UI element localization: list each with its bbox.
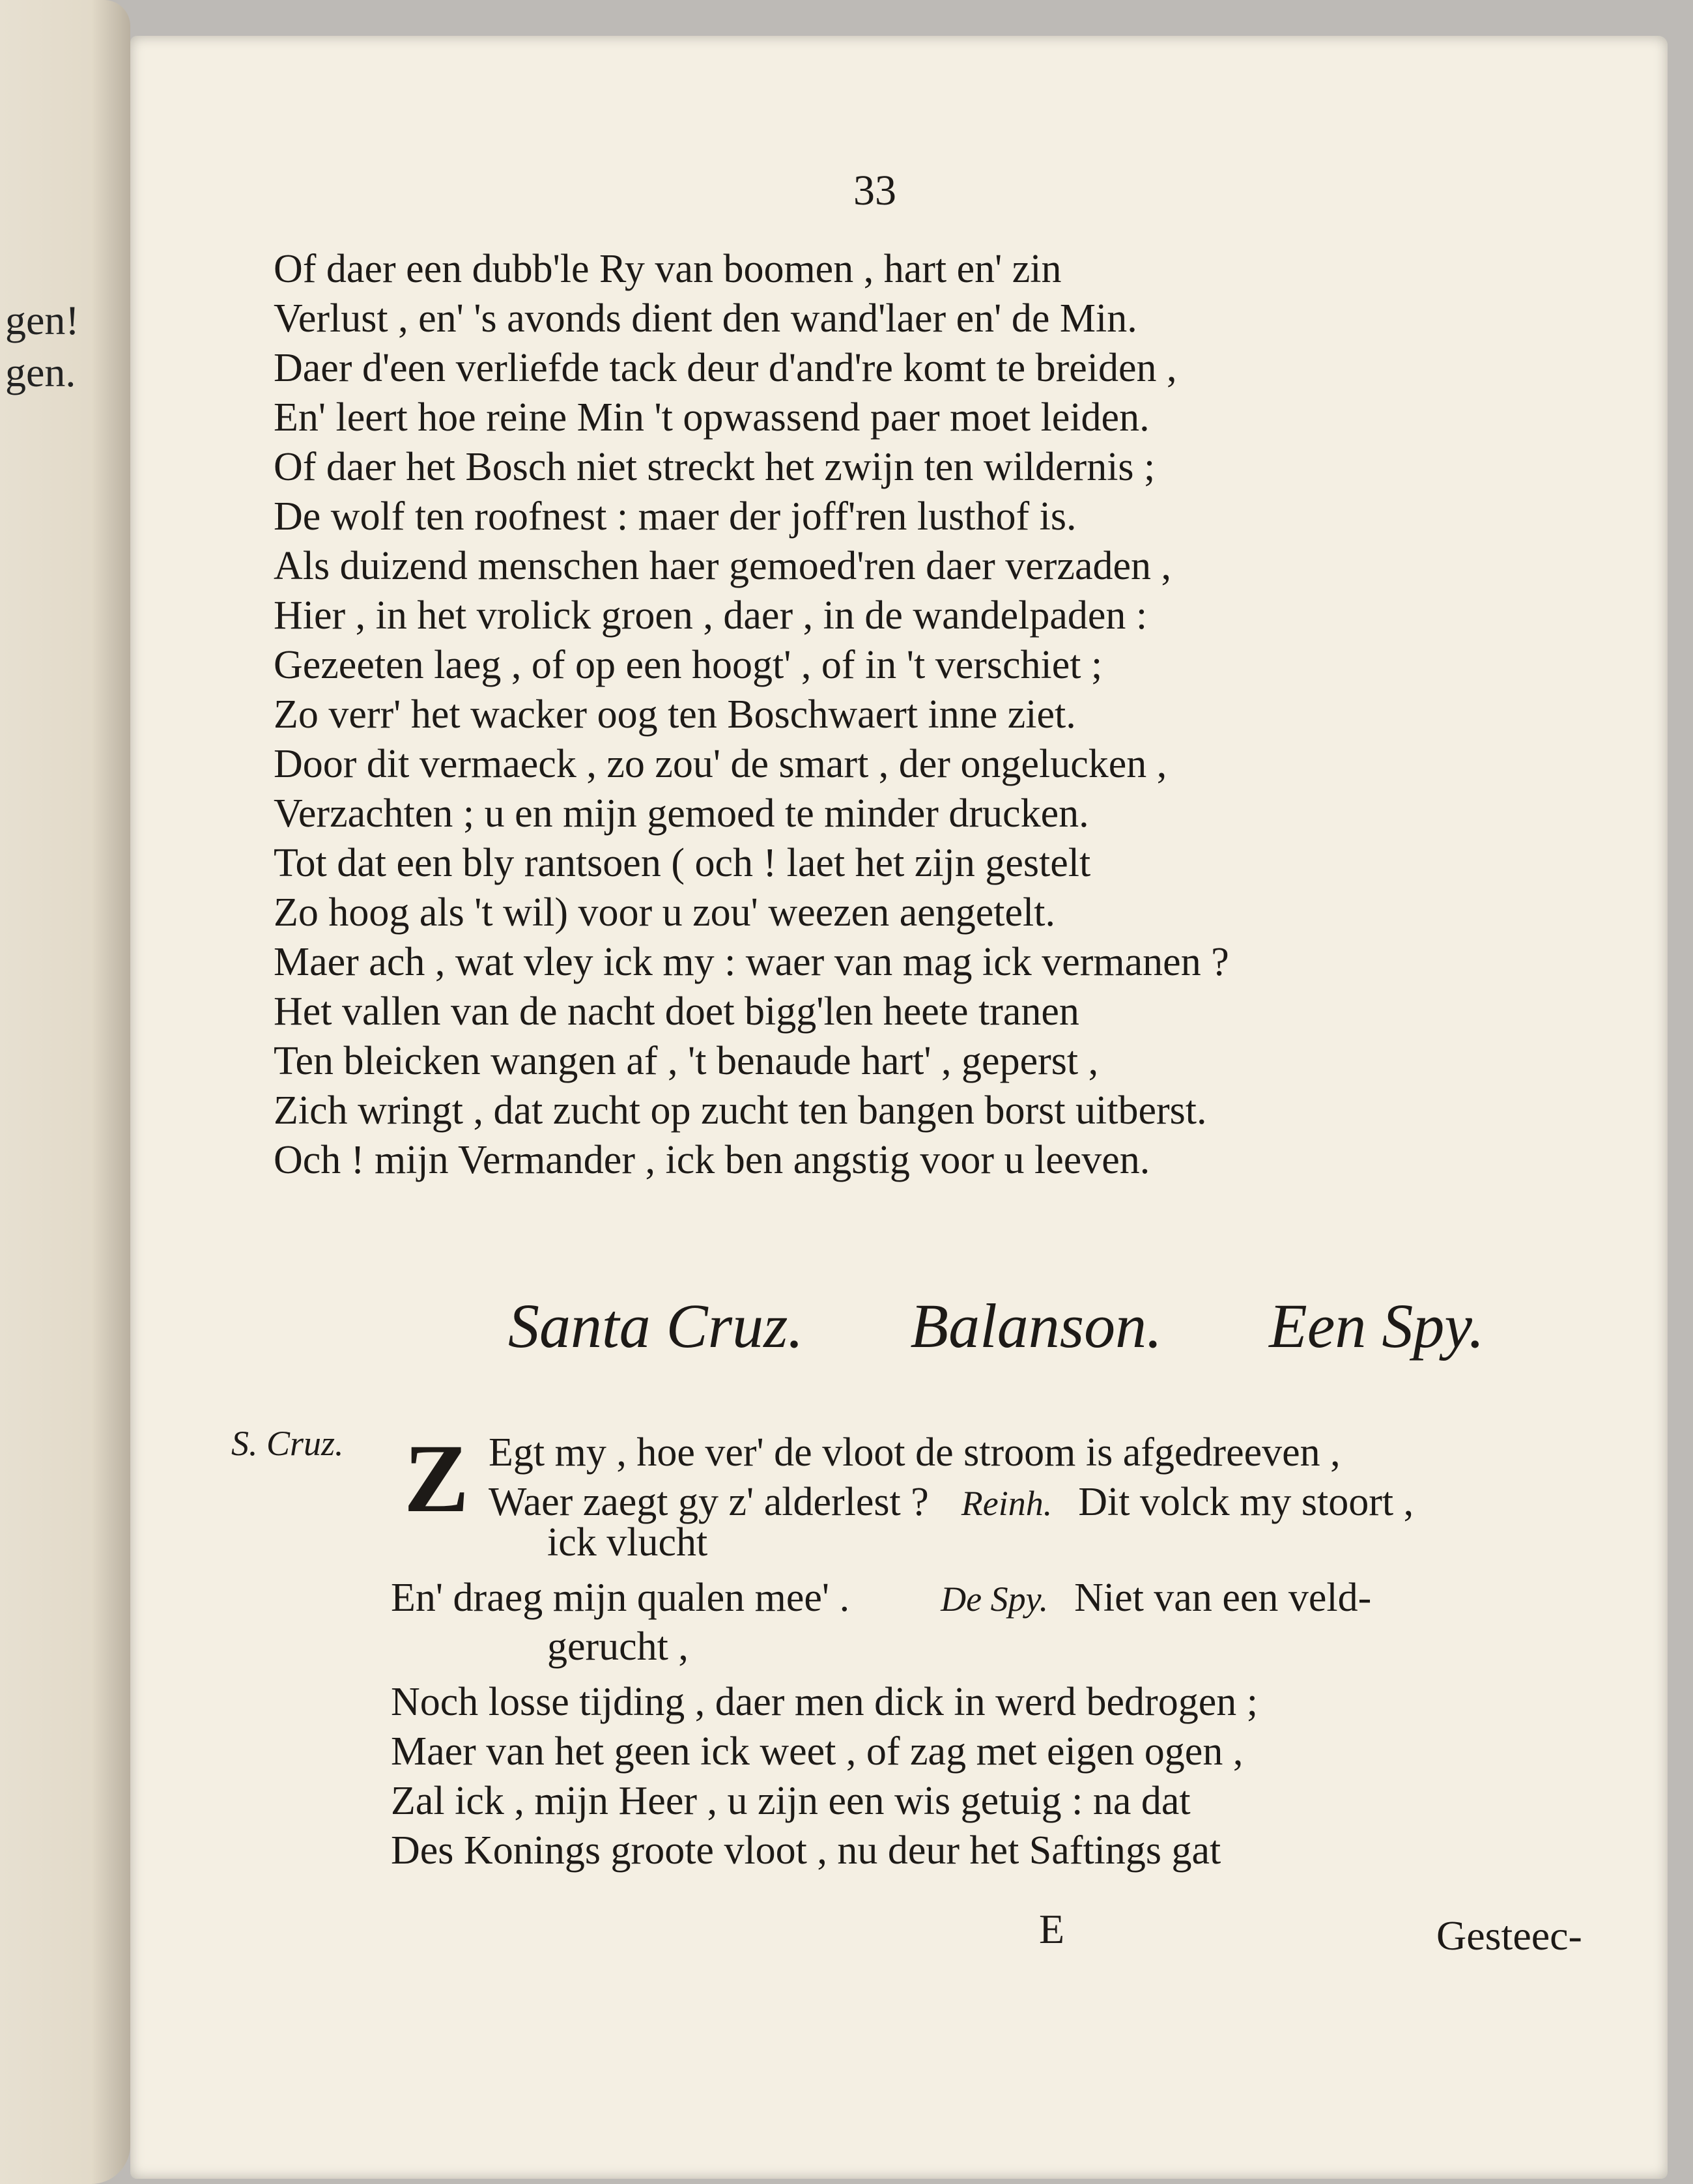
verse-line: Maer ach , wat vley ick my : waer van mag ick vermanen ? — [274, 940, 1229, 984]
verse-line: Of daer het Bosch niet streckt het zwijn ten wildernis ; — [274, 445, 1156, 489]
speaker-label: S. Cruz. — [231, 1424, 344, 1463]
character-name: Santa Cruz. — [508, 1291, 804, 1361]
verse-line: Daer d'een verliefde tack deur d'and're komt te breiden , — [274, 346, 1177, 390]
page-number: 33 — [853, 167, 896, 214]
verse-line: Door dit vermaeck , zo zou' de smart , der ongelucken , — [274, 742, 1167, 786]
dialogue-line: Zal ick , mijn Heer , u zijn een wis getuig : na dat — [391, 1779, 1191, 1823]
catchword: Gesteec- — [1436, 1912, 1582, 1959]
verse-line: Zo hoog als 't wil) voor u zou' weezen aengetelt. — [274, 890, 1055, 935]
verse-line: Och ! mijn Vermander , ick ben angstig voor u leeven. — [274, 1138, 1150, 1182]
signature-mark: E — [1039, 1906, 1065, 1952]
dialogue-line: ick vlucht — [547, 1520, 708, 1565]
dialogue-text: Egt my , hoe ver' de vloot de stroom is afgedreeven , — [489, 1430, 1341, 1475]
verse-line: Het vallen van de nacht doet bigg'len heete tranen — [274, 989, 1079, 1034]
verse-line: Verzachten ; u en mijn gemoed te minder drucken. — [274, 791, 1089, 836]
verse-line: Zo verr' het wacker oog ten Boschwaert inne ziet. — [274, 692, 1076, 737]
verse-line: Of daer een dubb'le Ry van boomen , hart en' zin — [274, 247, 1062, 291]
dialogue-line: gerucht , — [547, 1624, 689, 1669]
dialogue-text: Dit volck my stoort , — [1078, 1480, 1414, 1524]
dialogue-text: Niet van een veld- — [1074, 1576, 1372, 1620]
verse-line: Verlust , en' 's avonds dient den wand'laer en' de Min. — [274, 296, 1137, 341]
facing-page-edge — [0, 0, 130, 2184]
verse-line: De wolf ten roofnest : maer der joff'ren lusthof is. — [274, 494, 1077, 539]
character-name: Balanson. — [910, 1291, 1163, 1361]
dialogue-text: En' draeg mijn qualen mee' . — [391, 1576, 850, 1620]
dialogue-line: Maer van het geen ick weet , of zag met eigen ogen , — [391, 1729, 1244, 1774]
speaker-label: De Spy. — [941, 1580, 1049, 1619]
scene-heading — [508, 1290, 1550, 1362]
dialogue-line — [391, 1573, 1371, 1624]
dialogue-line: Noch losse tijding , daer men dick in werd bedrogen ; — [391, 1680, 1258, 1724]
facing-page-fragment: gen! — [5, 297, 79, 343]
verse-line: Zich wringt , dat zucht op zucht ten bangen borst uitberst. — [274, 1088, 1207, 1133]
speaker-label: Reinh. — [961, 1484, 1053, 1523]
verse-line: Gezeeten laeg , of op een hoogt' , of in 't verschiet ; — [274, 643, 1103, 687]
dialogue-line — [489, 1428, 1341, 1477]
drop-cap: Z — [404, 1425, 470, 1533]
character-name: Een Spy. — [1269, 1291, 1485, 1361]
dialogue-line: Des Konings groote vloot , nu deur het Saftings gat — [391, 1828, 1221, 1873]
facing-page-fragment: gen. — [5, 349, 76, 395]
verse-block — [274, 244, 1550, 1185]
dialogue-text: Waer zaegt gy z' alderlest ? — [489, 1480, 929, 1524]
verse-line: En' leert hoe reine Min 't opwassend paer moet leiden. — [274, 395, 1150, 440]
verse-line: Tot dat een bly rantsoen ( och ! laet het zijn gestelt — [274, 841, 1091, 885]
verse-line: Hier , in het vrolick groen , daer , in de wandelpaden : — [274, 593, 1148, 638]
verse-line: Ten bleicken wangen af , 't benaude hart' , geperst , — [274, 1039, 1099, 1083]
verse-line: Als duizend menschen haer gemoed'ren daer verzaden , — [274, 544, 1171, 588]
